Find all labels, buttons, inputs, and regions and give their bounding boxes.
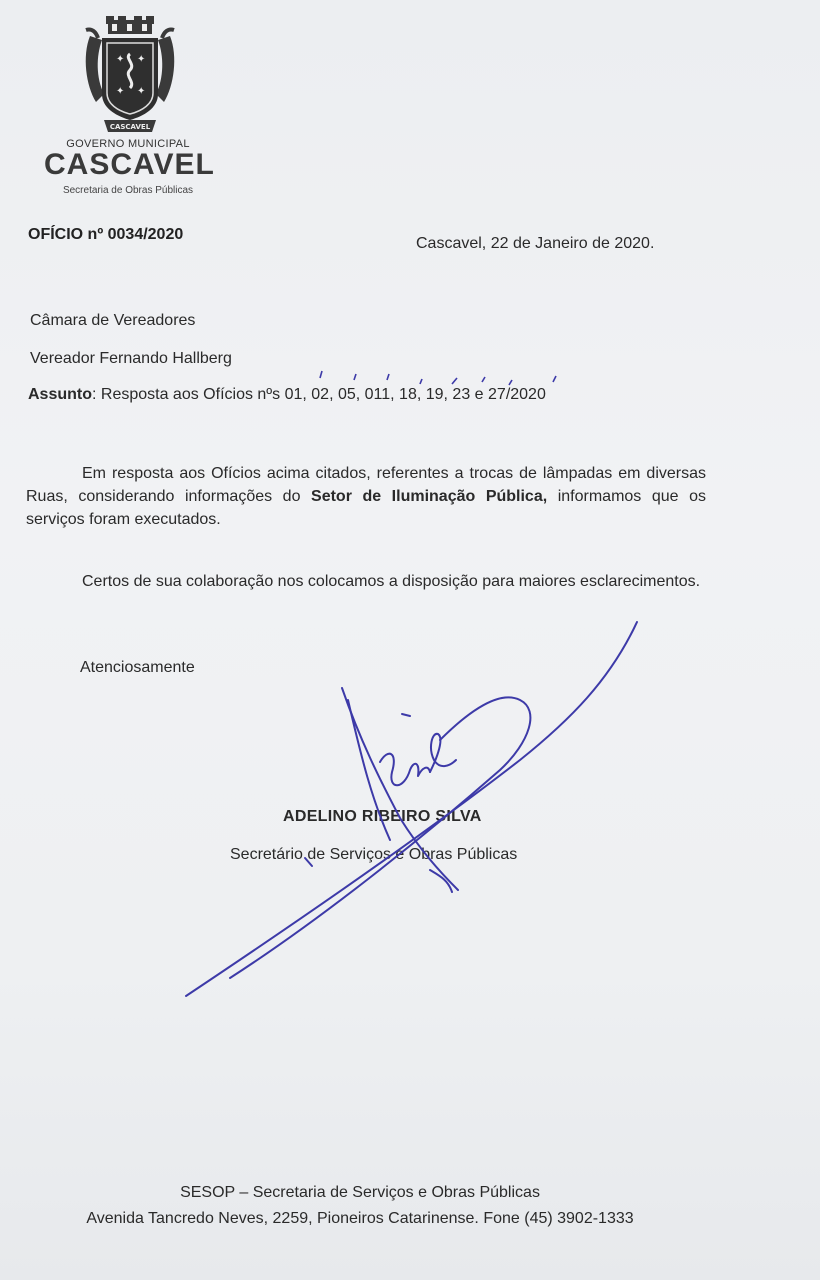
crest-banner-text: CASCAVEL (109, 123, 151, 131)
svg-text:✦: ✦ (137, 54, 146, 65)
recipient-institution: Câmara de Vereadores (30, 312, 196, 329)
paragraph-1-start: Em resposta aos Ofícios acima citados, referentes a trocas de lâmpadas em diversas Ruas, considerando informações do (26, 465, 706, 505)
svg-text:✦: ✦ (137, 86, 146, 97)
subject-line (28, 386, 546, 404)
logo-department: Secretaria de Obras Públicas (62, 185, 194, 196)
signer-name: ADELINO RIBEIRO SILVA (283, 808, 482, 825)
logo-city-name: CASCAVEL (44, 148, 215, 181)
paragraph-1-end: informamos que os serviços foram executados. (26, 488, 706, 528)
letter-date: Cascavel, 22 de Janeiro de 2020. (416, 235, 655, 252)
svg-text:✦: ✦ (116, 86, 125, 97)
subject-text: : Resposta aos Ofícios nºs 01, 02, 05, 011, 18, 19, 23 e 27/2020 (92, 386, 546, 403)
closing-salutation: Atenciosamente (80, 659, 195, 676)
letter-number: OFÍCIO nº 0034/2020 (28, 226, 184, 243)
municipal-crest-icon (82, 16, 178, 134)
body-paragraph-2 (26, 570, 706, 593)
svg-text:✦: ✦ (116, 54, 125, 65)
paragraph-2-text: Certos de sua colaboração nos colocamos a disposição para maiores esclarecimentos. (82, 573, 701, 590)
subject-label: Assunto (28, 386, 92, 403)
signer-role: Secretário de Serviços e Obras Públicas (230, 846, 518, 863)
footer-department: SESOP – Secretaria de Serviços e Obras Públicas (180, 1184, 540, 1201)
footer-address: Avenida Tancredo Neves, 2259, Pioneiros Catarinense. Fone (45) 3902-1333 (86, 1210, 634, 1227)
body-paragraph-1 (26, 462, 706, 531)
paragraph-1-highlight: Setor de Iluminação Pública, (311, 488, 548, 505)
recipient-person: Vereador Fernando Hallberg (30, 350, 232, 367)
logo-government-label: GOVERNO MUNICIPAL (66, 138, 190, 150)
